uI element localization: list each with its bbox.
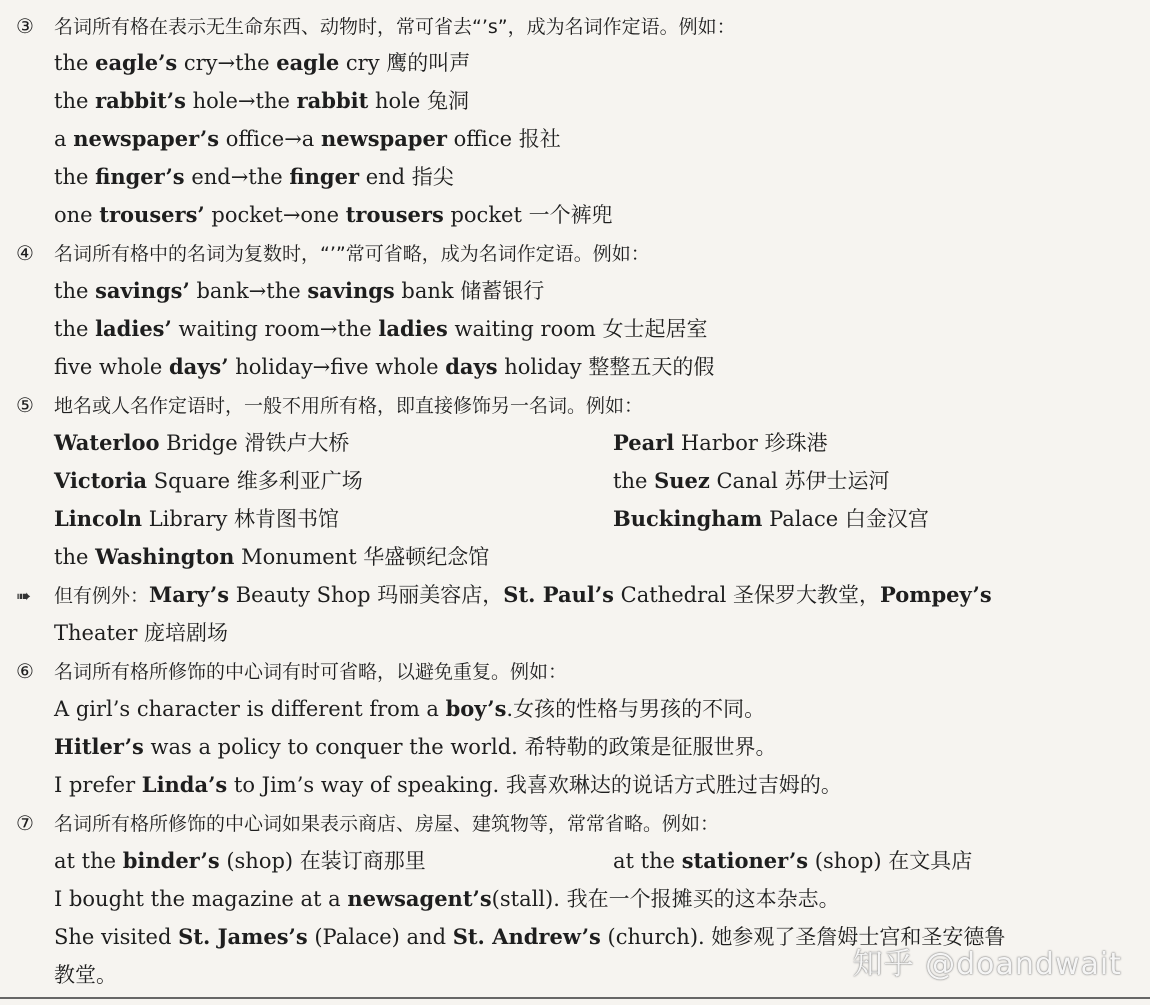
rule-3-heading [16, 8, 1138, 44]
right-column: Buckingham Palace 白金汉宫 [613, 506, 929, 531]
example-line: She visited St. James’s (Palace) and St. Andrew’s (church). 她参观了圣詹姆士宫和圣安德鲁 [54, 924, 1006, 949]
rule-number: ⑥ [16, 659, 34, 683]
rule-text: 名词所有格所修饰的中心词如果表示商店、房屋、建筑物等，常常省略。例如： [54, 813, 720, 835]
right-column: Pearl Harbor 珍珠港 [613, 430, 828, 455]
rule-number: ④ [16, 241, 34, 265]
example-line: A girl’s character is different from a boy’s.女孩的性格与男孩的不同。 [54, 696, 766, 721]
example-line: five whole days’ holiday→five whole days holiday 整整五天的假 [54, 354, 715, 379]
example-line: the Washington Monument 华盛顿纪念馆 [54, 544, 490, 569]
right-column: at the stationer’s (shop) 在文具店 [613, 848, 973, 873]
rule-text: 名词所有格中的名词为复数时，“’”常可省略，成为名词作定语。例如： [54, 243, 650, 265]
example-line: the eagle’s cry→the eagle cry 鹰的叫声 [54, 50, 471, 75]
example-line-two-col: Waterloo Bridge 滑铁卢大桥 Pearl Harbor 珍珠港 [16, 424, 1138, 462]
example-line-two-col: at the binder’s (shop) 在装订商那里 at the stationer’s (shop) 在文具店 [16, 842, 1138, 880]
divider [0, 997, 1150, 999]
rule-number: ⑤ [16, 393, 34, 417]
rule-text: 名词所有格在表示无生命东西、动物时，常可省去“’s”，成为名词作定语。例如： [54, 16, 736, 38]
watermark: 知乎 @doandwait [852, 947, 1122, 982]
example-line: Hitler’s was a policy to conquer the world. 希特勒的政策是征服世界。 [54, 734, 777, 759]
example-line: one trousers’ pocket→one trousers pocket 一个裤兜 [54, 202, 613, 227]
rule-number: ③ [16, 14, 34, 38]
example-line: the ladies’ waiting room→the ladies waiting room 女士起居室 [54, 316, 708, 341]
example-line-cont: 教堂。 [54, 963, 117, 987]
arrow-right-icon: ➠ [16, 586, 32, 607]
right-column: the Suez Canal 苏伊士运河 [613, 468, 890, 493]
exception-line-cont: Theater 庞培剧场 [54, 621, 229, 645]
exception-line: ➠ 但有例外：Mary’s Beauty Shop 玛丽美容店，St. Paul’s Cathedral 圣保罗大教堂，Pompey’s [16, 576, 1138, 614]
rule-7-heading [16, 804, 1138, 842]
rule-4-heading [16, 234, 1138, 272]
example-line: the savings’ bank→the savings bank 储蓄银行 [54, 278, 545, 303]
example-line: a newspaper’s office→a newspaper office 报社 [54, 126, 561, 151]
rule-text: 名词所有格所修饰的中心词有时可省略，以避免重复。例如： [54, 661, 568, 683]
example-line-two-col: Victoria Square 维多利亚广场 the Suez Canal 苏伊士运河 [16, 462, 1138, 500]
example-line: I bought the magazine at a newsagent’s(stall). 我在一个报摊买的这本杂志。 [54, 886, 840, 911]
example-line: I prefer Linda’s to Jim’s way of speaking. 我喜欢琳达的说话方式胜过吉姆的。 [54, 772, 842, 797]
example-line: the finger’s end→the finger end 指尖 [54, 164, 454, 189]
example-line: the rabbit’s hole→the rabbit hole 兔洞 [54, 88, 469, 113]
example-line-two-col: Lincoln Library 林肯图书馆 Buckingham Palace 白金汉宫 [16, 500, 1138, 538]
rule-number: ⑦ [16, 811, 34, 835]
rule-6-heading [16, 652, 1138, 690]
rule-text: 地名或人名作定语时，一般不用所有格，即直接修饰另一名词。例如： [54, 395, 644, 417]
rule-5-heading [16, 386, 1138, 424]
